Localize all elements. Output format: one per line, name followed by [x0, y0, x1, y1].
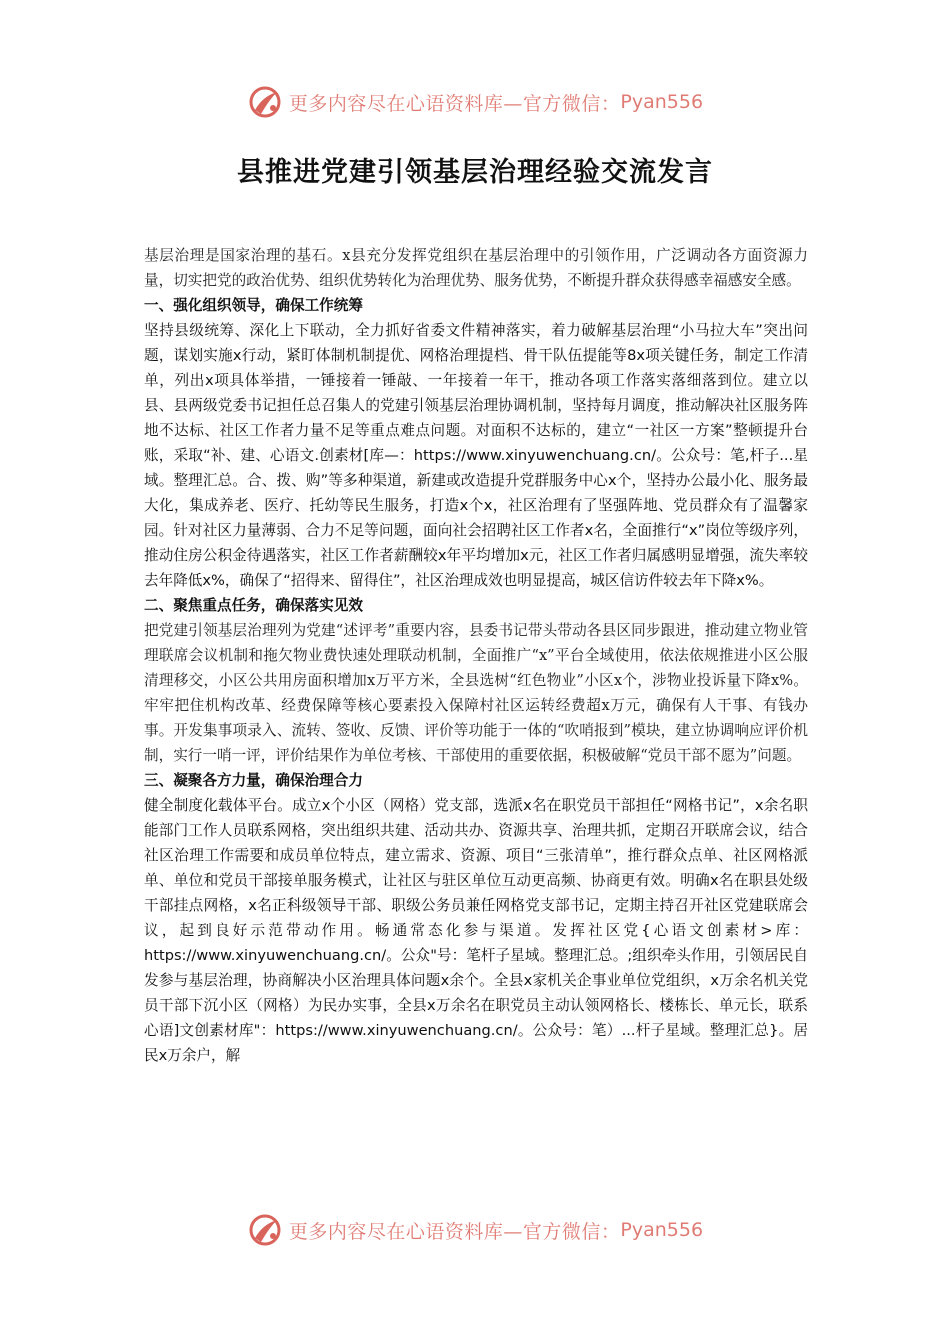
section-2-body: 把党建引领基层治理列为党建“述评考”重要内容，县委书记带头带动各县区同步跟进，推动建立物业管理联席会议机制和拖欠物业费快速处理联动机制，全面推广“x”平台全域使用，依法依规推进小区公服清理移交，小区公共用房面积增加x万平方米，全县选树“红色物业”小区x个，涉物业投诉量下降x%。牢牢把住机构改革、经费保障等核心要素投入保障村社区运转经费超x万元，确保有人干事、有钱办事。开发集事项录入、流转、签收、反馈、评价等功能于一体的“吹哨报到”模块，建立协调响应评价机制，实行一哨一评，评价结果作为单位考核、干部使用的重要依据，积极破解“党员干部不愿为”问题。 [144, 622, 808, 764]
section-2-heading: 二、聚焦重点任务，确保落实见效 [144, 597, 363, 614]
intro-paragraph: 基层治理是国家治理的基石。x县充分发挥党组织在基层治理中的引领作用，广泛调动各方面资源力量，切实把党的政治优势、组织优势转化为治理优势、服务优势，不断提升群众获得感幸福感安全感。 [144, 247, 808, 289]
document-body [144, 243, 808, 1068]
watermark-logo-icon [247, 1212, 283, 1248]
watermark-handle: Pyan556 [620, 1219, 704, 1241]
watermark-footer [0, 1210, 950, 1250]
section-3-heading: 三、凝聚各方力量，确保治理合力 [144, 772, 363, 789]
watermark-logo-icon [247, 84, 283, 120]
document-title: 县推进党建引领基层治理经验交流发言 [237, 157, 713, 188]
section-1-body: 坚持县级统筹、深化上下联动，全力抓好省委文件精神落实，着力破解基层治理“小马拉大车”突出问题，谋划实施x行动，紧盯体制机制提优、网格治理提档、骨干队伍提能等8x项关键任务，制定工作清单，列出x项具体举措，一锤接着一锤敲、一年接着一年干，推动各项工作落实落细落到位。建立以县、县两级党委书记担任总召集人的党建引领基层治理协调机制，坚持每月调度，推动解决社区服务阵地不达标、社区工作者力量不足等重点难点问题。对面积不达标的，建立“一社区一方案”整顿提升台账，采取“补、建、心语文.创素材[库—：https://www.xinyuwenchuang.cn/。公众号：笔,杆子...星域。整理汇总。合、拨、购”等多种渠道，新建或改造提升党群服务中心x个，坚持办公最小化、服务最大化，集成养老、医疗、托幼等民生服务，打造x个x，社区治理有了坚强阵地、党员群众有了温馨家园。针对社区力量薄弱、合力不足等问题，面向社会招聘社区工作者x名，全面推行“x”岗位等级序列，推动住房公积金待遇落实，社区工作者薪酬较x年平均增加x元，社区工作者归属感明显增强，流失率较去年降低x%，确保了“招得来、留得住”，社区治理成效也明显提高，城区信访件较去年下降x%。 [144, 322, 809, 589]
section-3-body: 健全制度化载体平台。成立x个小区（网格）党支部，选派x名在职党员干部担任“网格书记”，x余名职能部门工作人员联系网格，突出组织共建、活动共办、资源共享、治理共抓，定期召开联席会议，结合社区治理工作需要和成员单位特点，建立需求、资源、项目“三张清单”，推行群众点单、社区网格派单、单位和党员干部接单服务模式，让社区与驻区单位互动更高频、协商更有效。明确x名在职县处级干部挂点网格，x名正科级领导干部、职级公务员兼任网格党支部书记，定期主持召开社区党建联席会议，起到良好示范带动作用。畅通常态化参与渠道。发挥社区党{心语文创素材>库：https://www.xinyuwenchuang.cn/。公众"号：笔杆子星域。整理汇总。;组织牵头作用，引领居民自发参与基层治理，协商解决小区治理具体问题x余个。全县x家机关企事业单位党组织，x万余名机关党员干部下沉小区（网格）为民办实事，全县x万余名在职党员主动认领网格长、楼栋长、单元长，联系心语]文创素材库"：https://www.xinyuwenchuang.cn/。公众号：笔）...杆子星域。整理汇总}。居民x万余户，解 [144, 797, 808, 1064]
watermark-text: 更多内容尽在心语资料库—官方微信： [288, 1220, 621, 1243]
watermark-header [0, 82, 950, 122]
section-1-heading: 一、强化组织领导，确保工作统筹 [144, 297, 363, 314]
watermark-text: 更多内容尽在心语资料库—官方微信： [288, 92, 621, 115]
watermark-handle: Pyan556 [620, 91, 704, 113]
